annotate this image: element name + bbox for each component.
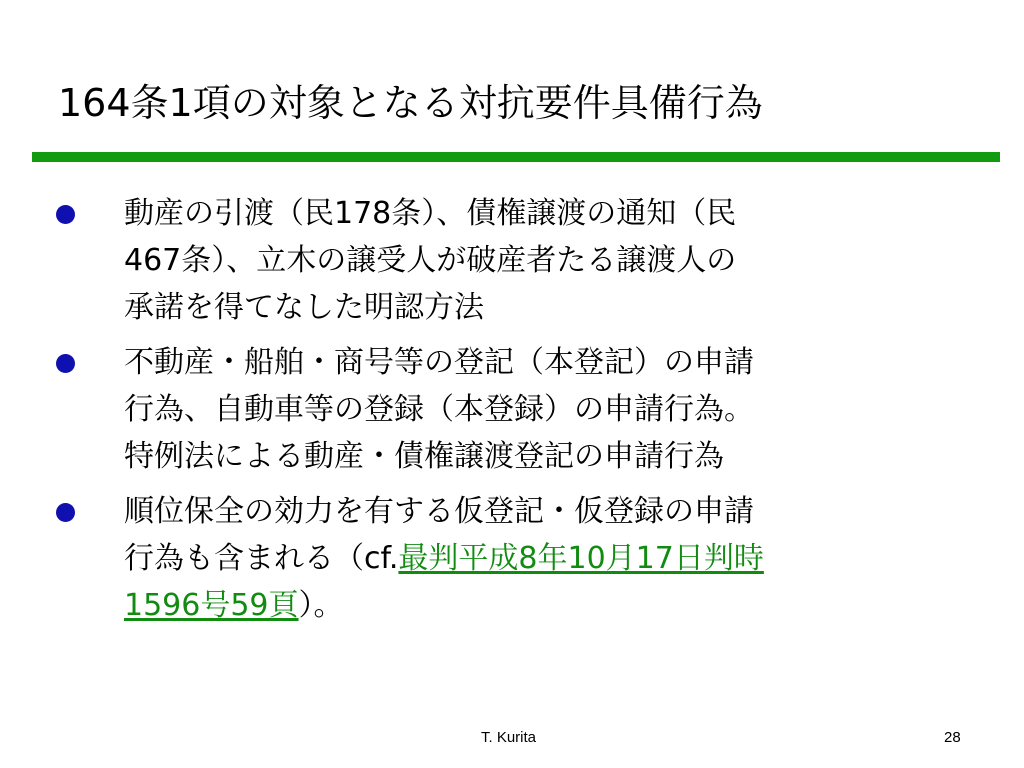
bullet-3-line-2-prefix: 行為も含まれる（cf. (124, 541, 399, 576)
footer-author: T. Kurita (481, 729, 537, 746)
bullet-list (56, 190, 976, 637)
bullet-dot-icon (56, 205, 75, 224)
case-citation-link-part-1[interactable]: 最判平成8年10月17日判時 (398, 541, 764, 576)
bullet-item-3 (56, 488, 976, 629)
bullet-1-line-2: 467条）、立木の譲受人が破産者たる譲渡人の (124, 243, 737, 278)
case-citation-link-part-2[interactable]: 1596号59頁 (124, 588, 299, 623)
bullet-2-line-1: 不動産・船舶・商号等の登記（本登記）の申請 (124, 345, 754, 380)
title-divider (32, 152, 1000, 162)
bullet-item-1 (56, 190, 976, 331)
bullet-dot-icon (56, 354, 75, 373)
bullet-3-line-1: 順位保全の効力を有する仮登記・仮登録の申請 (124, 494, 754, 529)
bullet-dot-icon (56, 503, 75, 522)
bullet-3-line-2 (124, 535, 976, 582)
bullet-2-line-3: 特例法による動産・債権譲渡登記の申請行為 (124, 439, 724, 474)
footer-page-number: 28 (944, 729, 961, 746)
slide-title: 164条1項の対象となる対抗要件具備行為 (58, 81, 763, 125)
bullet-3-line-3 (124, 582, 976, 629)
bullet-3-line-3-suffix: ）。 (298, 588, 344, 623)
bullet-1-line-1: 動産の引渡（民178条）、債権譲渡の通知（民 (124, 196, 737, 231)
bullet-item-2 (56, 339, 976, 480)
bullet-2-line-2: 行為、自動車等の登録（本登録）の申請行為。 (124, 392, 754, 427)
bullet-1-line-3: 承諾を得てなした明認方法 (124, 290, 484, 325)
